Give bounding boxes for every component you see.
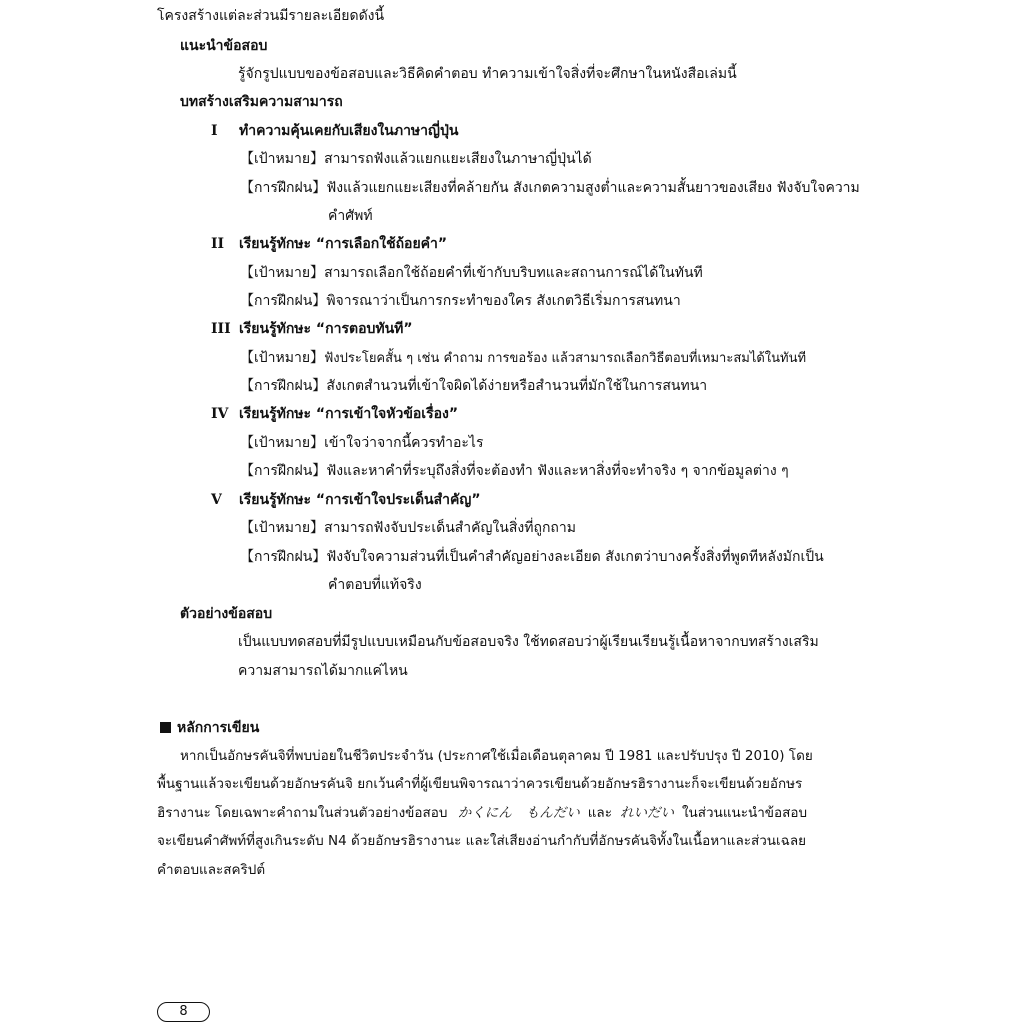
unit-goal — [240, 149, 592, 169]
unit-title-text: ทำความคุ้นเคยกับเสียงในภาษาญี่ปุ่น — [239, 123, 459, 139]
unit-title-text: เรียนรู้ทักษะ “การตอบทันที” — [239, 321, 413, 337]
goal-tag: 【เป้าหมาย】 — [240, 265, 325, 281]
unit-practice — [240, 376, 707, 396]
unit-number: IV — [211, 406, 229, 422]
japanese-word: もんだい — [525, 805, 580, 821]
writing-text-part: และ — [587, 805, 612, 821]
unit-practice — [240, 547, 824, 567]
unit-goal — [240, 348, 806, 369]
writing-principles-text — [157, 803, 807, 823]
practice-text: สังเกตสำนวนที่เข้าใจผิดได้ง่ายหรือสำนวนที่มักใช้ในการสนทนา — [326, 378, 708, 394]
writing-principles-title: หลักการเขียน — [177, 720, 260, 736]
goal-tag: 【เป้าหมาย】 — [240, 520, 325, 536]
unit-title — [211, 234, 447, 254]
square-bullet-icon — [160, 722, 171, 733]
unit-practice — [240, 461, 789, 481]
practice-text: ฟังแล้วแยกแยะเสียงที่คล้ายกัน สังเกตความสูงต่ำและความสั้นยาวของเสียง ฟังจับใจความ — [326, 180, 860, 196]
unit-goal — [240, 263, 703, 283]
practice-tag: 【การฝึกฝน】 — [240, 180, 327, 196]
unit-number: V — [211, 492, 222, 508]
unit-title-text: เรียนรู้ทักษะ “การเลือกใช้ถ้อยคำ” — [239, 236, 448, 252]
practice-text-continued: คำศัพท์ — [328, 208, 373, 224]
goal-text: ฟังประโยคสั้น ๆ เช่น คำถาม การขอร้อง แล้วสามารถเลือกวิธีตอบที่เหมาะสมได้ในทันที — [324, 351, 807, 366]
unit-practice — [240, 291, 681, 311]
goal-tag: 【เป้าหมาย】 — [240, 350, 325, 366]
goal-tag: 【เป้าหมาย】 — [240, 435, 325, 451]
unit-title — [211, 404, 458, 424]
unit-goal — [240, 518, 576, 538]
practice-text: ฟังจับใจความส่วนที่เป็นคำสำคัญอย่างละเอียด สังเกตว่าบางครั้งสิ่งที่พูดทีหลังมักเป็น — [326, 549, 824, 565]
unit-title — [211, 319, 413, 339]
writing-text-part: ในส่วนแนะนำข้อสอบ — [681, 805, 808, 821]
writing-principles-text: หากเป็นอักษรคันจิที่พบบ่อยในชีวิตประจำวัน (ประกาศใช้เมื่อเดือนตุลาคม ปี 1981 และปรับปรุง ปี 2010) โดย — [180, 748, 813, 764]
goal-text: สามารถฟังจับประเด็นสำคัญในสิ่งที่ถูกถาม — [324, 520, 577, 536]
japanese-word: かくにん — [457, 805, 512, 821]
intro-line: โครงสร้างแต่ละส่วนมีรายละเอียดดังนี้ — [157, 8, 385, 24]
goal-text: เข้าใจว่าจากนี้ควรทำอะไร — [324, 435, 484, 451]
heading-skill-building: บทสร้างเสริมความสามารถ — [180, 94, 343, 110]
japanese-word: れいだい — [619, 805, 674, 821]
unit-number: I — [211, 123, 218, 139]
heading-writing-principles — [160, 718, 259, 738]
practice-text: ฟังและหาคำที่ระบุถึงสิ่งที่จะต้องทำ ฟังและหาสิ่งที่จะทำจริง ๆ จากข้อมูลต่าง ๆ — [326, 463, 789, 479]
unit-goal — [240, 433, 483, 453]
heading-intro-exam: แนะนำข้อสอบ — [180, 38, 268, 54]
practice-text-continued: คำตอบที่แท้จริง — [328, 577, 422, 593]
sample-exam-text: ความสามารถได้มากแค่ไหน — [238, 663, 408, 679]
goal-text: สามารถเลือกใช้ถ้อยคำที่เข้ากับบริบทและสถานการณ์ได้ในทันที — [324, 265, 703, 281]
writing-text-part: ฮิรางานะ โดยเฉพาะคำถามในส่วนตัวอย่างข้อสอบ — [157, 805, 448, 821]
unit-title-text: เรียนรู้ทักษะ “การเข้าใจประเด็นสำคัญ” — [239, 492, 481, 508]
unit-practice — [240, 178, 860, 198]
sample-exam-text: เป็นแบบทดสอบที่มีรูปแบบเหมือนกับข้อสอบจริง ใช้ทดสอบว่าผู้เรียนเรียนรู้เนื้อหาจากบทสร้างเสริม — [238, 634, 819, 650]
writing-principles-text: คำตอบและสคริปต์ — [157, 862, 266, 878]
heading-sample-exam: ตัวอย่างข้อสอบ — [180, 606, 273, 622]
unit-title — [211, 121, 458, 141]
practice-tag: 【การฝึกฝน】 — [240, 293, 327, 309]
unit-title — [211, 490, 481, 510]
writing-principles-text: พื้นฐานแล้วจะเขียนด้วยอักษรคันจิ ยกเว้นคำที่ผู้เขียนพิจารณาว่าควรเขียนด้วยอักษรฮิรางานะก็จะเขียนด้วยอักษร — [157, 776, 803, 792]
intro-exam-text: รู้จักรูปแบบของข้อสอบและวิธีคิดคำตอบ ทำความเข้าใจสิ่งที่จะศึกษาในหนังสือเล่มนี้ — [238, 66, 737, 82]
practice-text: พิจารณาว่าเป็นการกระทำของใคร สังเกตวิธีเริ่มการสนทนา — [326, 293, 681, 309]
unit-number: II — [211, 236, 225, 252]
practice-tag: 【การฝึกฝน】 — [240, 463, 327, 479]
unit-number: III — [211, 321, 231, 337]
writing-principles-text: จะเขียนคำศัพท์ที่สูงเกินระดับ N4 ด้วยอักษรฮิรางานะ และใส่เสียงอ่านกำกับที่อักษรคันจิทั้งในเนื้อหาและส่วนเฉลย — [157, 833, 807, 849]
page-number: 8 — [157, 1002, 210, 1022]
practice-tag: 【การฝึกฝน】 — [240, 378, 327, 394]
unit-title-text: เรียนรู้ทักษะ “การเข้าใจหัวข้อเรื่อง” — [239, 406, 459, 422]
practice-tag: 【การฝึกฝน】 — [240, 549, 327, 565]
goal-tag: 【เป้าหมาย】 — [240, 151, 325, 167]
goal-text: สามารถฟังแล้วแยกแยะเสียงในภาษาญี่ปุ่นได้ — [324, 151, 592, 167]
